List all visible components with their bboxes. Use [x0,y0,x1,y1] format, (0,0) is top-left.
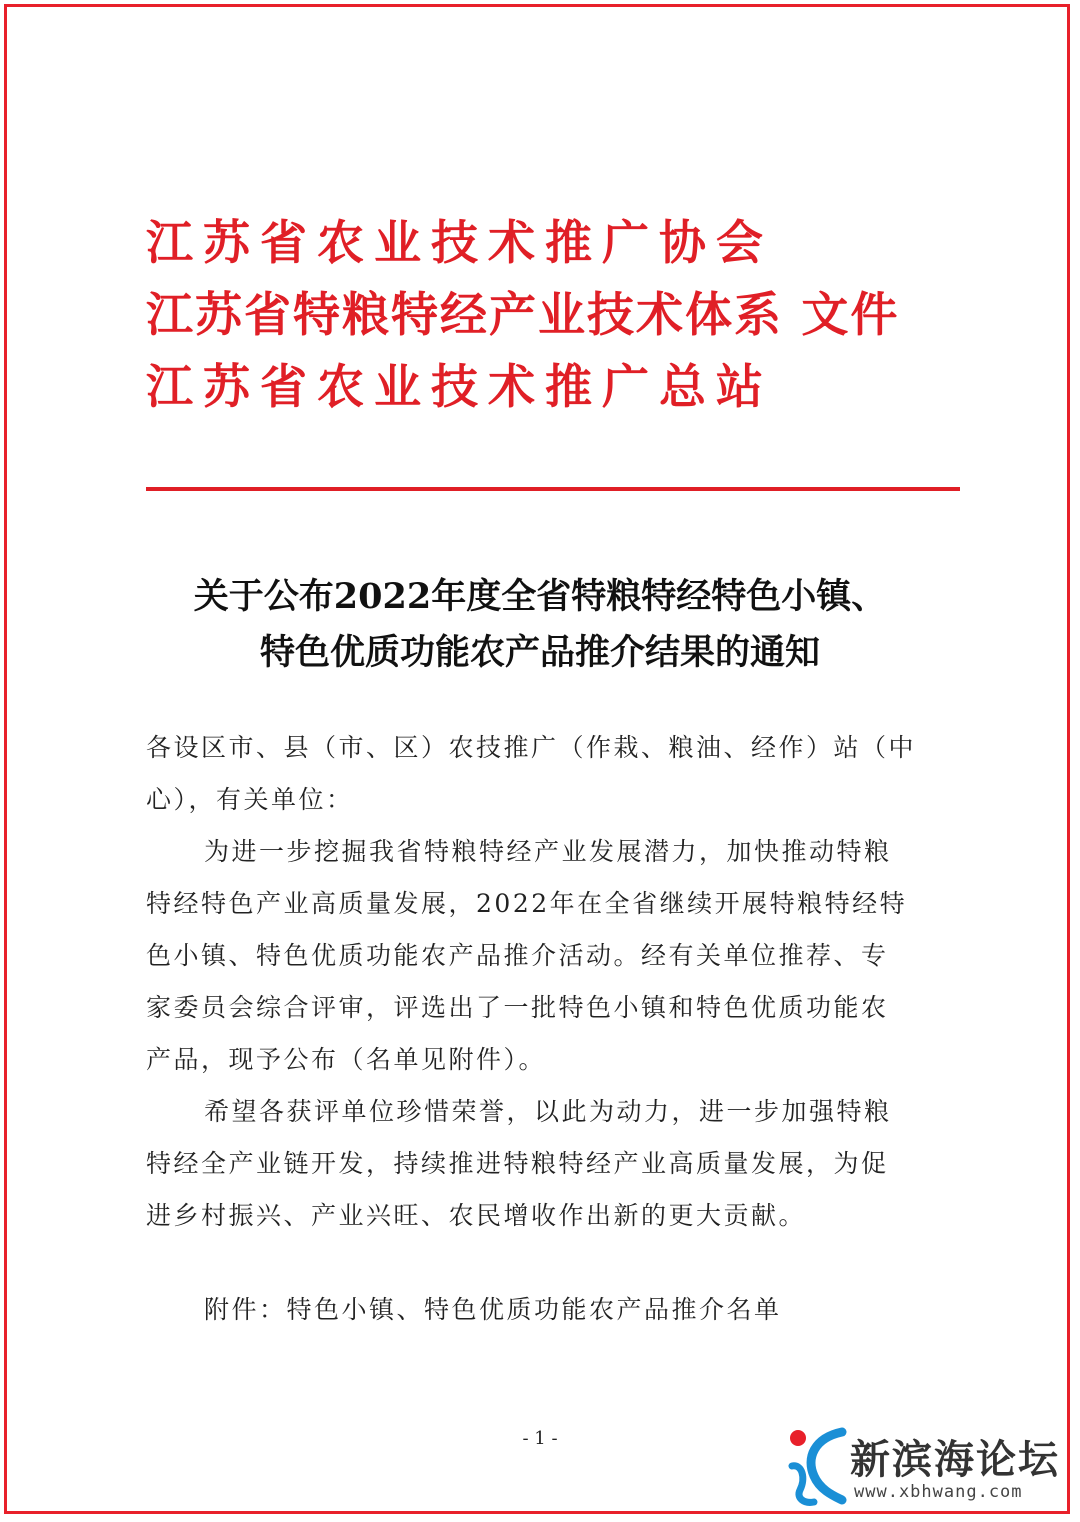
paragraph-1-line-3: 色小镇、特色优质功能农产品推介活动。经有关单位推荐、专 [146,941,889,970]
paragraph-1-line-5: 产品，现予公布（名单见附件）。 [146,1045,547,1074]
paragraph-1-line-4: 家委员会综合评审，评选出了一批特色小镇和特色优质功能农 [146,993,889,1022]
paragraph-2-line-1: 希望各获评单位珍惜荣誉，以此为动力，进一步加强特粮 [204,1097,892,1126]
salutation-line-1: 各设区市、县（市、区）农技推广（作栽、粮油、经作）站（中 [146,733,917,762]
header-org-line-2: 江苏省特粮特经产业技术体系 文件 [146,288,900,343]
xbh-logo-icon [784,1424,848,1508]
document-title-line-1: 关于公布2022年度全省特粮特经特色小镇、 [193,576,887,617]
watermark-site-url: www.xbhwang.com [854,1482,1023,1502]
paragraph-1-line-1: 为进一步挖掘我省特粮特经产业发展潜力，加快推动特粮 [204,837,892,866]
watermark-site-name: 新滨海论坛 [850,1437,1060,1483]
document-title-line-2: 特色优质功能农产品推介结果的通知 [259,632,820,673]
paragraph-2-line-3: 进乡村振兴、产业兴旺、农民增收作出新的更大贡献。 [146,1201,807,1230]
site-watermark [784,1424,1064,1508]
paragraph-1-line-2: 特经特色产业高质量发展，2022年在全省继续开展特粮特经特 [146,889,908,918]
issuing-organizations-header [146,208,899,424]
salutation-line-2: 心），有关单位： [146,785,354,814]
red-separator-line [146,487,960,491]
header-org-line-3: 江苏省农业技术推广总站 [146,360,773,415]
attachment-note: 附件：特色小镇、特色优质功能农产品推介名单 [204,1295,782,1324]
page-number: - 1 - [522,1428,558,1449]
header-org-line-1: 江苏省农业技术推广协会 [146,216,773,271]
paragraph-2-line-2: 特经全产业链开发，持续推进特粮特经产业高质量发展，为促 [146,1149,889,1178]
